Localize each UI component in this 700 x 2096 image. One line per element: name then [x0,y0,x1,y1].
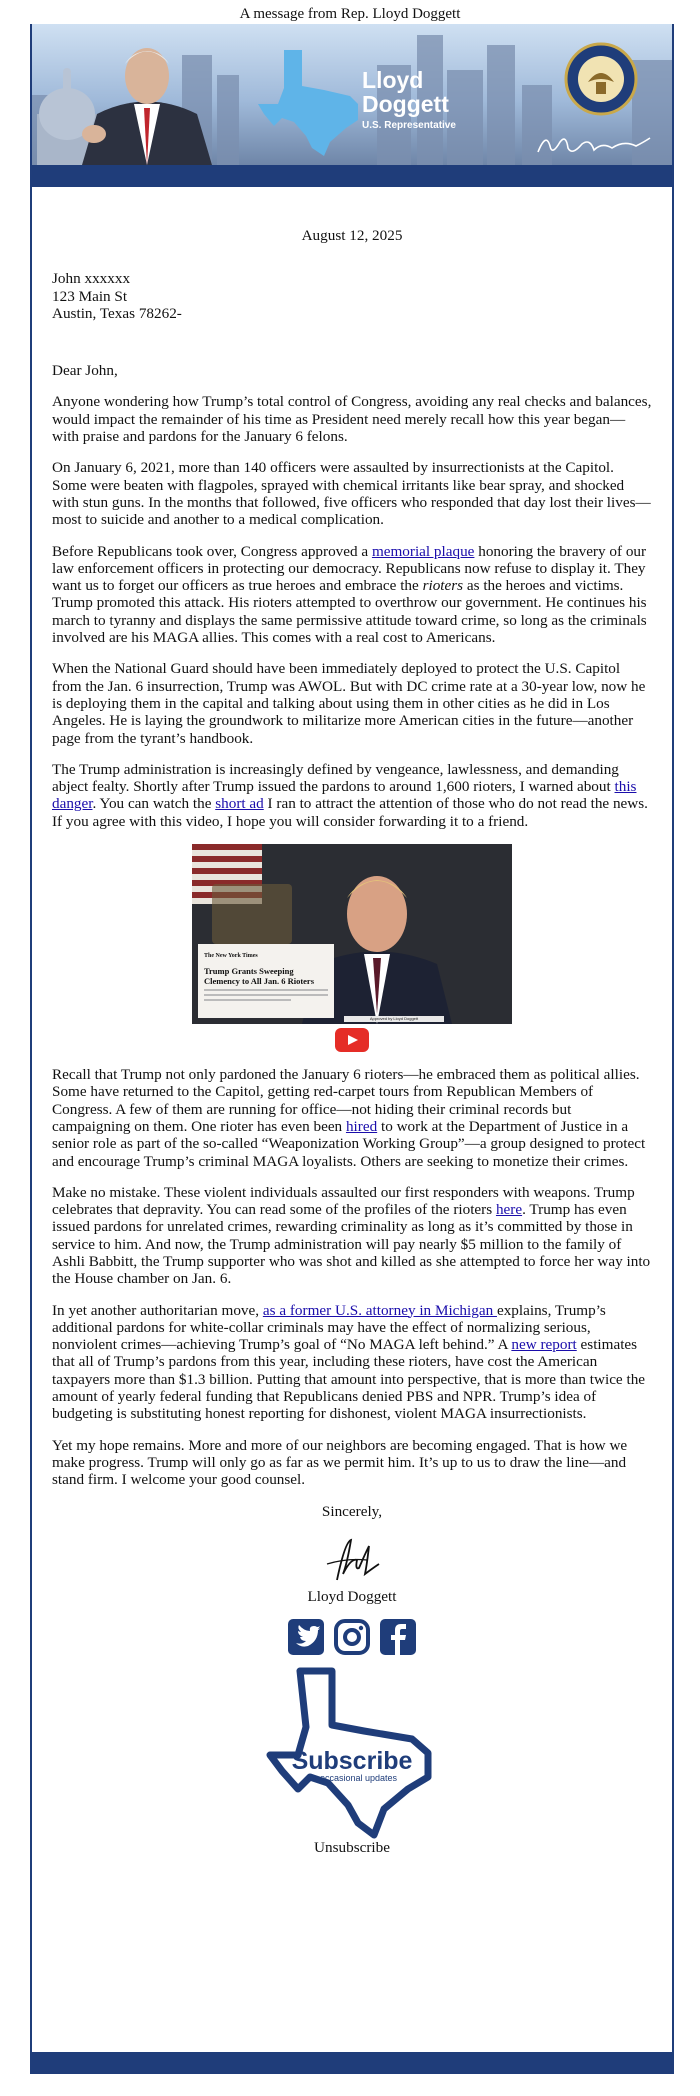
letter-body [52,187,652,1870]
video-thumbnail[interactable] [192,844,512,1024]
memorial-plaque-link[interactable]: memorial plaque [371,542,475,560]
subscribe-button[interactable] [262,1667,442,1839]
letter-date: August 12, 2025 [301,227,403,244]
top-note: A message from Rep. Lloyd Doggett [239,6,461,22]
youtube-play-icon[interactable] [335,1028,369,1052]
brand-name: Lloyd Doggett [362,67,449,117]
paragraph-3: Before Republicans took over, Congress approved a memorial plaque honoring the bravery of our law enforcement officers in protecting our democracy. Republicans now refuse to display it. They want us to forget our officers as true heroes and embrace the rioters as the heroes and victims. Trump promoted this attack. His rioters attempted to overthrow our government. He continues his march to tyranny and displays the same permissive attitude toward crime, so long as the criminals involved are his MAGA allies. This comes with a real cost to Americans. [52,542,647,647]
here-link[interactable]: here [495,1201,523,1219]
recipient-name: John xxxxxx [52,270,131,288]
paragraph-5: The Trump administration is increasingly defined by vengeance, lawlessness, and demanding abject fealty. Shortly after Trump issued the pardons to around 1,600 rioters, I warned about this danger. You can watch the short ad I ran to attract the attention of those who do not read the news. If you agree with this video, I hope you will consider forwarding it to a friend. [52,760,648,830]
recipient-address [52,270,652,322]
instagram-icon[interactable] [334,1619,370,1659]
former-attorney-link[interactable]: as a former U.S. attorney in Michigan [262,1301,497,1319]
twitter-icon[interactable] [288,1619,324,1659]
header-banner [32,24,672,165]
facebook-icon[interactable] [380,1619,416,1659]
footer-bar [32,2052,672,2074]
congress-seal-icon [564,42,638,116]
subscribe-title: Subscribe [291,1747,413,1776]
paragraph-6: Recall that Trump not only pardoned the January 6 rioters—he embraced them as political allies. Some have returned to the Capitol, getting red-carpet tours from Republican Members of Congress. A few of them are running for office—not hiding their criminal records but campaigning on them. One rioter has even been hired to work at the Department of Justice in a senior role as part of the so-called “Weaponization Working Group”—a group designed to protect and encourage Trump’s criminal MAGA loyalists. Others are seeking to monetize their crimes. [52,1066,646,1170]
this-danger-link[interactable]: this danger [52,778,637,813]
unsubscribe-link[interactable]: Unsubscribe [314,1839,390,1857]
social-links [52,1619,652,1659]
signature-image [317,1534,387,1588]
video-caption: Approved by Lloyd Doggett [344,1016,444,1022]
texas-shape-logo [254,48,364,158]
recipient-city: Austin, Texas 78262- [52,304,182,322]
brand-subtitle: U.S. Representative [362,120,456,131]
paragraph-4: When the National Guard should have been immediately deployed to protect the U.S. Capitol from the Jan. 6 insurrection, Trump was AWOL. But with DC crime rate at a 30-year low, now he is deploying them in the capital and talking about using them in other cities as he did in Los Angeles. He is laying the groundwork to militarize more American cities in the future—another page from the tyrant’s handbook. [52,660,646,747]
paragraph-7: Make no mistake. These violent individuals assaulted our first responders with weapons. Trump celebrates that depravity. You can read some of the profiles of the rioters here. Trump has even issued pardons for unrelated crimes, rewarding criminality as long as it’s committed by those in service to him. And now, the Trump administration will pay nearly $5 million to the family of Ashli Babbitt, the Trump supporter who was shot and killed as she attempted to force her way into the House chamber on Jan. 6. [52,1183,651,1288]
subscribe-subtitle: for occasional updates [306,1773,398,1784]
news-headline-card: The New York Times Trump Grants Sweeping Clemency to All Jan. 6 Rioters [198,944,334,1018]
paragraph-9: Yet my hope remains. More and more of our neighbors are becoming engaged. That is how we make progress. Trump will only go as far as we permit him. It’s up to us to draw the line—and stand firm. I welcome your good counsel. [52,1436,628,1489]
paragraph-8: In yet another authoritarian move, as a former U.S. attorney in Michigan explains, Trump’s additional pardons for white-collar criminals may have the effect of normalizing serious, nonviolent crimes—achieving Trump’s goal of “No MAGA left behind.” A new report estimates that all of Trump’s pardons from this year, including these rioters, have cost the American taxpayers more than $1.3 billion. Putting that amount into perspective, that is more than twice the amount of yearly federal funding that Republicans denied PBS and NPR. Trump’s idea of budgeting is substituting honest reporting for dishonest, violent MAGA insurrectionists. [52,1301,646,1423]
representative-portrait [72,34,222,165]
paragraph-1: Anyone wondering how Trump’s total control of Congress, avoiding any real checks and balances, would impact the remainder of his time as President need merely recall how this year began—with praise and pardons for the January 6 felons. [52,393,652,446]
signer-name: Lloyd Doggett [307,1587,397,1605]
hired-link[interactable]: hired [345,1117,378,1135]
banner-bottom-bar [32,165,672,187]
recipient-street: 123 Main St [52,287,128,305]
short-ad-link[interactable]: short ad [215,795,264,813]
email-frame [30,24,674,2074]
salutation: Dear John, [52,362,118,380]
closing: Sincerely, [321,1502,383,1520]
banner-signature-image [532,128,652,162]
new-report-link[interactable]: new report [511,1336,577,1354]
paragraph-2: On January 6, 2021, more than 140 officers were assaulted by insurrectionists at the Capitol. Some were beaten with flagpoles, sprayed with chemical irritants like bear spray, and shocked with stun guns. In the months that followed, five officers who responded that day lost their lives—most to suicide and another to a medical complication. [52,459,651,529]
